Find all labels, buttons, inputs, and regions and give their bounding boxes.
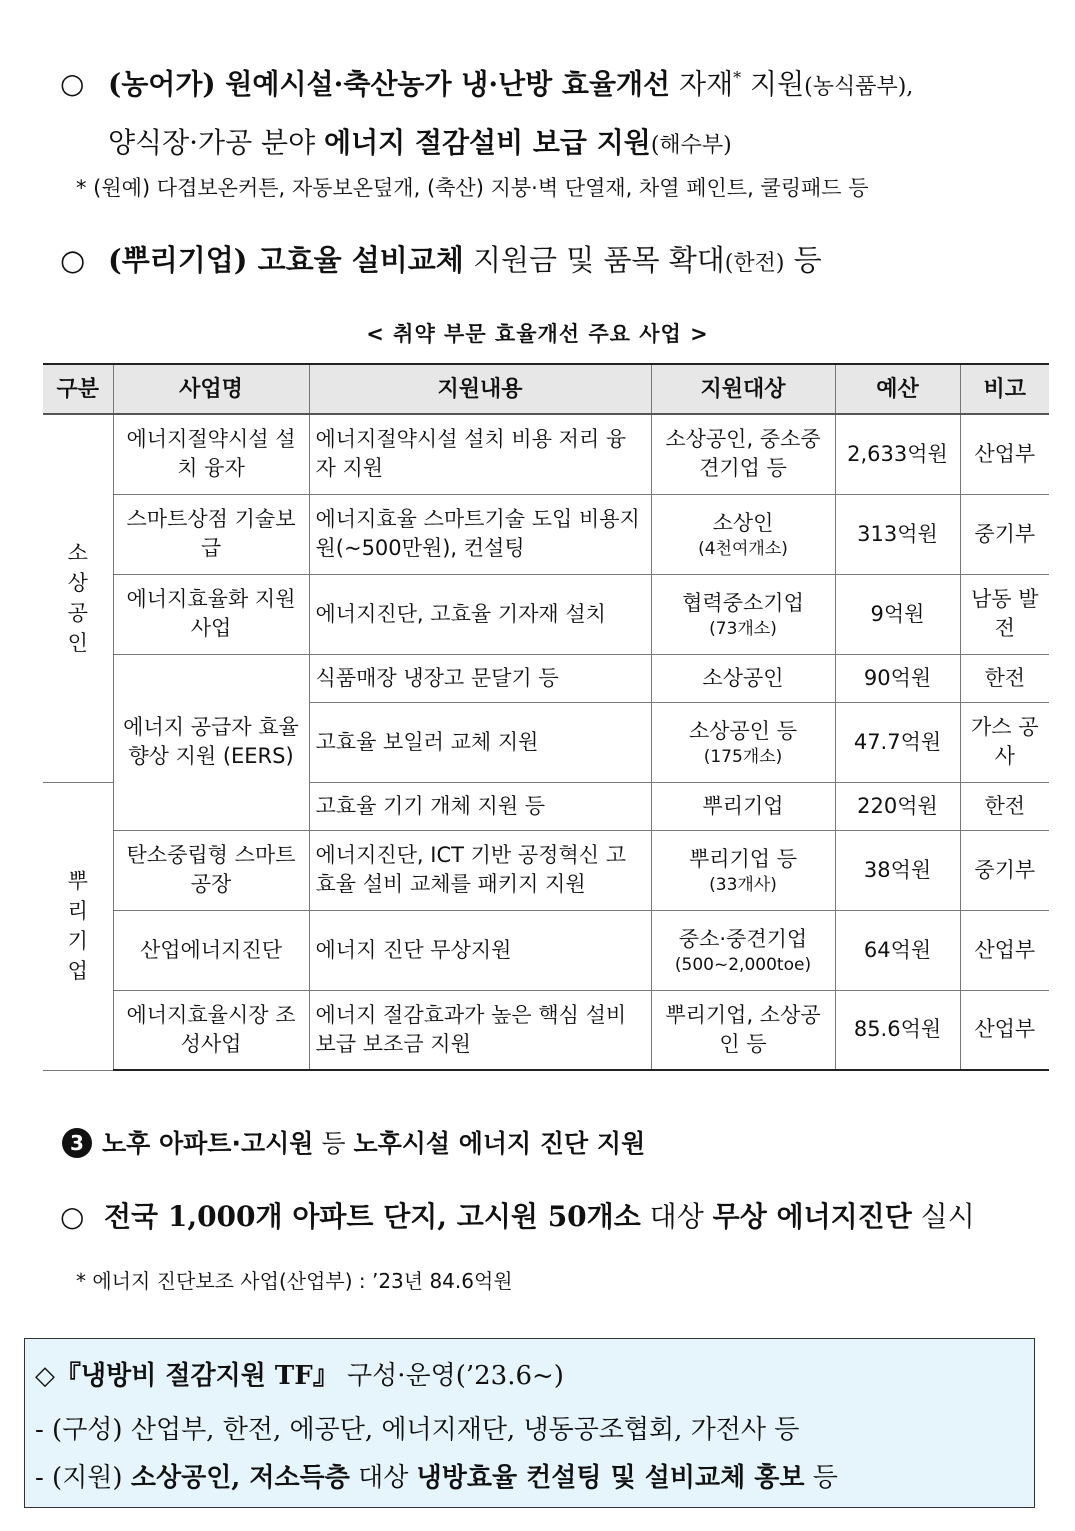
agri-text: 자재 [679,67,734,101]
program-target [651,830,835,910]
header-budget: 예산 [835,364,960,414]
program-target: 뿌리기업, 소상공인 등 [651,990,835,1070]
diagnosis-text: 대상 [640,1200,713,1233]
header-program: 사업명 [113,364,309,414]
ministry-label: (농식품부), [804,74,914,100]
table-row [43,654,1049,702]
program-note: 한전 [960,782,1049,830]
program-note: 가스 공사 [960,702,1049,782]
tf-support-d: 냉방효율 컨설팅 및 설비교체 홍보 [416,1463,805,1493]
section-title-a: 노후 아파트·고시원 [102,1129,314,1158]
tf-support-a: - (지원) [35,1463,131,1493]
program-content: 식품매장 냉장고 문달기 등 [309,654,651,702]
header-target: 지원대상 [651,364,835,414]
table-row [43,494,1049,574]
program-content: 고효율 기기 개체 지원 등 [309,782,651,830]
tf-support-c: 대상 [349,1463,417,1493]
category-char: 공 [67,601,88,626]
program-name: 스마트상점 기술보급 [113,494,309,574]
program-note: 중기부 [960,494,1049,574]
agri-heading: (농어가) 원예시설·축산농가 냉·난방 효율개선 [108,67,671,101]
tf-composition-line: - (구성) 산업부, 한전, 에공단, 에너지재단, 냉동공조협회, 가전사 등 [35,1415,800,1445]
table-header-row [43,364,1049,414]
program-note: 산업부 [960,414,1049,494]
category-char: 인 [67,631,88,656]
bullet: ○ [60,67,85,101]
target-sub: (33개사) [709,874,777,895]
table-row [43,990,1049,1070]
ministry-label: (한전) [724,251,785,276]
program-content: 에너지절약시설 설치 비용 저리 융자 지원 [309,414,651,494]
program-target [651,910,835,990]
target-sub: (500~2,000toe) [674,954,812,975]
footnote-diagnosis: * 에너지 진단보조 사업(산업부) : ’23년 84.6억원 [76,1269,513,1293]
program-budget: 2,633억원 [835,414,960,494]
tf-info-box [24,1338,1035,1508]
program-note: 중기부 [960,830,1049,910]
target-main: 뿌리기업 등 [688,846,798,871]
tf-support-line [35,1457,838,1494]
program-name: 에너지효율시장 조성사업 [113,990,309,1070]
category-char: 기 [67,929,88,953]
root-text: 지원금 및 품목 확대 [463,243,725,277]
program-budget: 85.6억원 [835,990,960,1070]
section-title-b: 등 [313,1129,354,1158]
target-main: 중소·중견기업 [678,926,808,951]
table-row [43,830,1049,910]
program-budget: 9억원 [835,574,960,654]
diagnosis-end: 실시 [911,1200,975,1233]
agri-line2-bold: 에너지 절감설비 보급 지원 [324,126,651,160]
ministry-label-2: (해수부) [650,133,732,159]
paragraph-agri [60,50,1045,174]
target-main: 협력중소기업 [682,590,804,615]
program-note: 남동 발전 [960,574,1049,654]
table-row [43,574,1049,654]
program-name: 산업에너지진단 [113,910,309,990]
program-target: 소상공인, 중소중견기업 등 [651,414,835,494]
tf-title-line [35,1355,564,1392]
bullet: ○ [60,243,86,277]
category-char: 상 [67,571,88,596]
program-budget: 38억원 [835,830,960,910]
program-budget: 47.7억원 [835,702,960,782]
tf-title: ◇『냉방비 절감지원 TF』 [35,1361,339,1391]
diagnosis-scope: 전국 1,000개 아파트 단지, 고시원 50개소 [104,1200,641,1233]
program-content: 에너지 진단 무상지원 [309,910,651,990]
root-heading: (뿌리기업) 고효율 설비교체 [108,243,464,277]
table-row [43,414,1049,494]
program-content: 에너지진단, 고효율 기자재 설치 [309,574,651,654]
program-target: 뿌리기업 [651,782,835,830]
target-main: 소상공인 등 [688,718,798,743]
program-budget: 313억원 [835,494,960,574]
agri-line2 [60,115,1045,174]
target-main: 소상인 [712,510,774,535]
program-content: 에너지진단, ICT 기반 공정혁신 고효율 설비 교체를 패키지 지원 [309,830,651,910]
program-target [651,574,835,654]
tf-title-tail: 구성·운영(’23.6~) [338,1361,564,1391]
header-content: 지원내용 [309,364,651,414]
footnote-mark: * [733,68,742,87]
section-heading [62,1124,645,1160]
diagnosis-bold: 무상 에너지진단 [712,1200,912,1233]
program-budget: 64억원 [835,910,960,990]
footnote-agri: * (원예) 다겹보온커튼, 자동보온덮개, (축산) 지붕·벽 단열재, 차열 페인트, 쿨링패드 등 [76,176,869,200]
program-note: 산업부 [960,910,1049,990]
tf-support-e: 등 [804,1463,838,1493]
agri-text-2: 지원 [741,67,805,101]
category-root-industry [43,782,113,1070]
program-target [651,494,835,574]
header-note: 비고 [960,364,1049,414]
category-char: 업 [67,959,88,983]
program-target [651,702,835,782]
category-char: 뿌 [67,869,88,893]
bullet: ○ [60,1200,85,1233]
program-name: 에너지 공급자 효율향상 지원 (EERS) [113,654,309,830]
program-content: 고효율 보일러 교체 지원 [309,702,651,782]
target-sub: (73개소) [709,618,777,639]
root-end: 등 [784,243,822,277]
program-table [43,363,1049,1071]
table-row [43,910,1049,990]
category-small-business [43,414,113,782]
program-budget: 90억원 [835,654,960,702]
program-name: 에너지효율화 지원사업 [113,574,309,654]
target-sub: (175개소) [703,746,783,767]
program-budget: 220억원 [835,782,960,830]
header-category: 구분 [43,364,113,414]
agri-line2-text: 양식장·가공 분야 [108,126,325,160]
program-name: 에너지절약시설 설치 융자 [113,414,309,494]
tf-support-b: 소상공인, 저소득층 [130,1463,350,1493]
program-note: 한전 [960,654,1049,702]
paragraph-diagnosis [60,1195,1045,1235]
program-content: 에너지 절감효과가 높은 핵심 설비 보급 보조금 지원 [309,990,651,1070]
program-name: 탄소중립형 스마트공장 [113,830,309,910]
section-title-c: 노후시설 에너지 진단 지원 [353,1129,646,1158]
category-char: 리 [67,899,88,923]
paragraph-root [60,238,1045,279]
table-caption: < 취약 부문 효율개선 주요 사업 > [366,322,709,346]
program-content: 에너지효율 스마트기술 도입 비용지원(~500만원), 컨설팅 [309,494,651,574]
program-note: 산업부 [960,990,1049,1070]
section-number-badge: 3 [62,1128,92,1158]
target-sub: (4천여개소) [698,538,788,559]
program-target: 소상공인 [651,654,835,702]
category-char: 소 [67,541,88,566]
